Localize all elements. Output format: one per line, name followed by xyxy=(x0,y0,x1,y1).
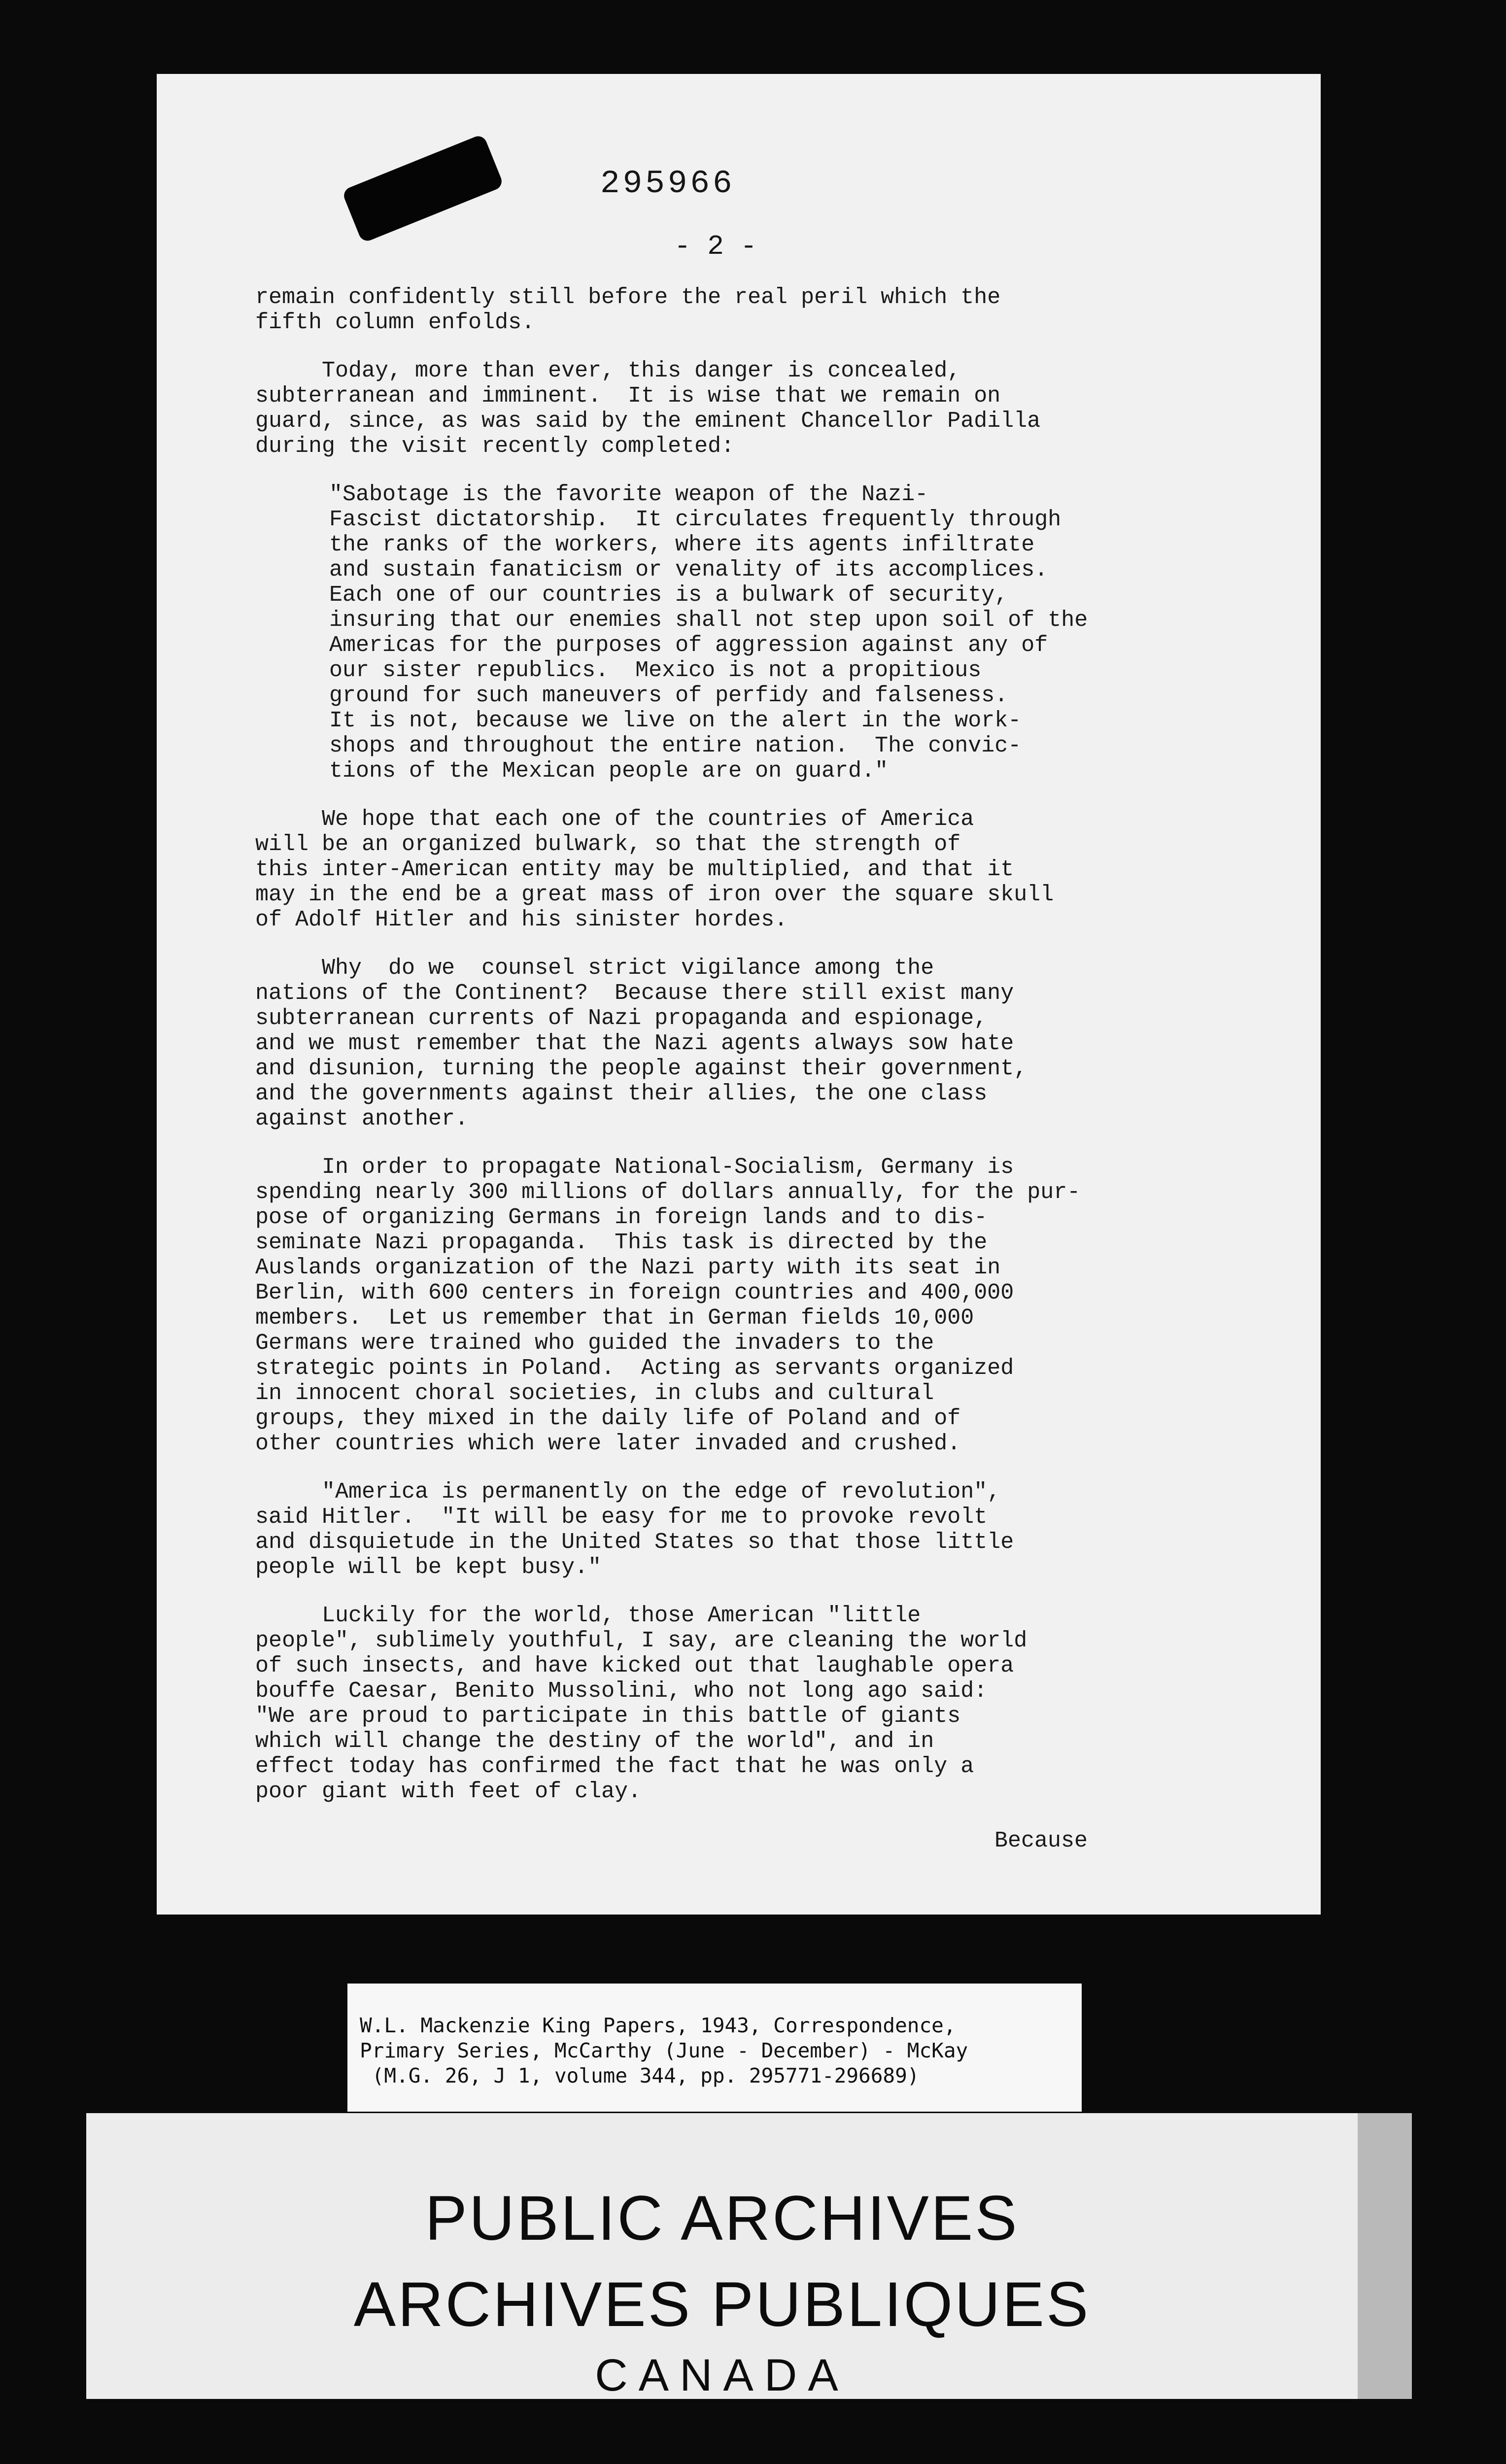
text-line: "We are proud to participate in this battle of giants xyxy=(255,1704,961,1729)
text-line: and the governments against their allies, the one class xyxy=(255,1081,988,1106)
text-line: effect today has confirmed the fact that he was only a xyxy=(255,1754,974,1779)
text-line: Fascist dictatorship. It circulates frequently through xyxy=(329,507,1061,532)
text-line: insuring that our enemies shall not step upon soil of the xyxy=(329,608,1088,633)
stamp-number: 295966 xyxy=(600,165,735,202)
text-line: poor giant with feet of clay. xyxy=(255,1779,642,1804)
text-line: Americas for the purposes of aggression against any of xyxy=(329,633,1048,658)
text-line: people", sublimely youthful, I say, are cleaning the world xyxy=(255,1628,1027,1653)
text-line: pose of organizing Germans in foreign lands and to dis- xyxy=(255,1205,988,1230)
text-line: in innocent choral societies, in clubs and cultural xyxy=(255,1381,934,1406)
banner-line-country: CANADA xyxy=(595,2350,849,2400)
catchword: Because xyxy=(994,1828,1088,1853)
archive-label-line: (M.G. 26, J 1, volume 344, pp. 295771-296689) xyxy=(360,2064,920,2088)
text-line: remain confidently still before the real peril which the xyxy=(255,285,1001,310)
paragraph xyxy=(255,358,1231,459)
text-line: spending nearly 300 millions of dollars annually, for the pur- xyxy=(255,1180,1081,1205)
banner-line-english: PUBLIC ARCHIVES xyxy=(425,2183,1019,2254)
text-line: tions of the Mexican people are on guard." xyxy=(329,758,889,784)
paragraph xyxy=(255,956,1231,1131)
text-line: the ranks of the workers, where its agents infiltrate xyxy=(329,532,1035,557)
text-line: Germans were trained who guided the invaders to the xyxy=(255,1331,934,1356)
text-line: seminate Nazi propaganda. This task is directed by the xyxy=(255,1230,988,1255)
text-line: fifth column enfolds. xyxy=(255,310,535,335)
text-line: shops and throughout the entire nation. The convic- xyxy=(329,733,1022,758)
text-line: bouffe Caesar, Benito Mussolini, who not long ago said: xyxy=(255,1678,988,1704)
letter-body xyxy=(255,285,1231,1827)
text-line: strategic points in Poland. Acting as servants organized xyxy=(255,1356,1014,1381)
quoted-passage xyxy=(255,482,1231,784)
text-line: our sister republics. Mexico is not a propitious xyxy=(329,658,982,683)
text-line: Luckily for the world, those American "little xyxy=(255,1603,921,1628)
paragraph xyxy=(255,285,1231,335)
text-line: against another. xyxy=(255,1106,469,1131)
paragraph xyxy=(255,1155,1231,1456)
text-line: Auslands organization of the Nazi party with its seat in xyxy=(255,1255,1001,1280)
text-line: and disunion, turning the people against their government, xyxy=(255,1056,1027,1081)
text-line: other countries which were later invaded and crushed. xyxy=(255,1431,961,1456)
text-line: Today, more than ever, this danger is concealed, xyxy=(255,358,961,383)
redaction-mark xyxy=(342,134,505,243)
paragraph xyxy=(255,807,1231,932)
text-line: of Adolf Hitler and his sinister hordes. xyxy=(255,907,788,932)
page-number: - 2 - xyxy=(674,231,757,262)
archive-reference-label xyxy=(347,1984,1082,2112)
text-line: during the visit recently completed: xyxy=(255,434,735,459)
document-page xyxy=(157,74,1321,1915)
text-line: guard, since, as was said by the eminent Chancellor Padilla xyxy=(255,409,1041,434)
text-line: said Hitler. "It will be easy for me to provoke revolt xyxy=(255,1505,988,1530)
text-line: "Sabotage is the favorite weapon of the Nazi- xyxy=(329,482,928,507)
text-line: subterranean currents of Nazi propaganda and espionage, xyxy=(255,1006,988,1031)
text-line: this inter-American entity may be multiplied, and that it xyxy=(255,857,1014,882)
text-line: and we must remember that the Nazi agents always sow hate xyxy=(255,1031,1014,1056)
banner-line-french: ARCHIVES PUBLIQUES xyxy=(353,2269,1091,2340)
text-line: may in the end be a great mass of iron over the square skull xyxy=(255,882,1054,907)
text-line: It is not, because we live on the alert in the work- xyxy=(329,708,1022,733)
text-line: Why do we counsel strict vigilance among the xyxy=(255,956,934,981)
text-line: Berlin, with 600 centers in foreign countries and 400,000 xyxy=(255,1280,1014,1305)
text-line: members. Let us remember that in German fields 10,000 xyxy=(255,1305,974,1331)
text-line: of such insects, and have kicked out that laughable opera xyxy=(255,1653,1014,1678)
paragraph xyxy=(255,1479,1231,1580)
text-line: In order to propagate National-Socialism, Germany is xyxy=(255,1155,1014,1180)
text-line: ground for such maneuvers of perfidy and falseness. xyxy=(329,683,1008,708)
text-line: Each one of our countries is a bulwark of security, xyxy=(329,582,1008,608)
text-line: people will be kept busy." xyxy=(255,1555,602,1580)
public-archives-banner xyxy=(86,2113,1412,2399)
archive-label-line: Primary Series, McCarthy (June - December) - McKay xyxy=(360,2039,968,2062)
text-line: nations of the Continent? Because there still exist many xyxy=(255,981,1014,1006)
text-line: and disquietude in the United States so that those little xyxy=(255,1530,1014,1555)
text-line: and sustain fanaticism or venality of its accomplices. xyxy=(329,557,1048,582)
text-line: will be an organized bulwark, so that the strength of xyxy=(255,832,961,857)
paragraph xyxy=(255,1603,1231,1804)
text-line: We hope that each one of the countries of America xyxy=(255,807,974,832)
text-line: "America is permanently on the edge of revolution", xyxy=(255,1479,1001,1505)
text-line: subterranean and imminent. It is wise that we remain on xyxy=(255,383,1001,409)
text-line: which will change the destiny of the world", and in xyxy=(255,1729,934,1754)
archive-label-line: W.L. Mackenzie King Papers, 1943, Correspondence, xyxy=(360,2014,956,2037)
text-line: groups, they mixed in the daily life of Poland and of xyxy=(255,1406,961,1431)
